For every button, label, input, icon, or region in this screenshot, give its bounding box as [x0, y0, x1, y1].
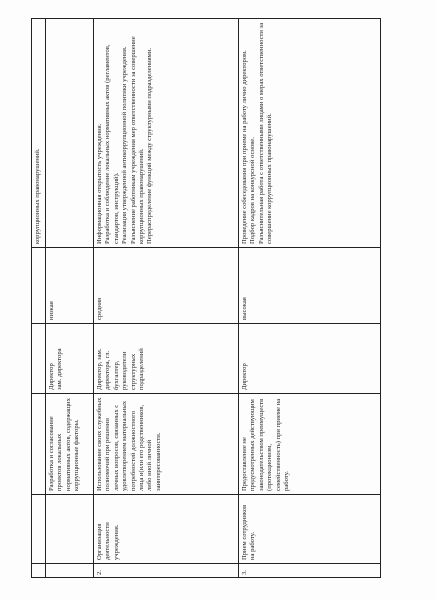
row-2-positions: Директор, зам. директора, гл. бухгалтер, руководители структурных подразделений [96, 348, 146, 390]
row-2-risk-level: средняя [96, 297, 103, 320]
table-grid [31, 18, 381, 578]
measure-item: Перераспределение функций между структурными подразделениями. [146, 47, 154, 244]
measure-item: Проведение собеседования при приеме на работу лично директором. [241, 50, 248, 244]
measure-item: Информационная открытость учреждения. [96, 123, 103, 244]
measures-continuation: коррупционных правонарушений. [34, 148, 41, 244]
table-border-right [31, 18, 381, 19]
row-3-risk-description: Предоставление не предусмотренных действующим законодательством преимуществ (протекционизм, семейственность) при приеме на работу. [241, 398, 291, 491]
column-divider [31, 494, 381, 495]
row-1-risk-description: Разработка и согласование проектов локальных нормативных актов, содержащих коррупционные факторы. [48, 398, 81, 491]
measure-item: Реализация утвержденной антикоррупционной политики учреждения. [121, 46, 129, 244]
row-3-activity: Прием сотрудников на работу. [241, 504, 257, 560]
column-divider [31, 323, 381, 324]
risk-table [31, 18, 381, 578]
measure-item: Разработка и соблюдение локальных нормативных актов (регламентов, стандартов, инструкций). [104, 44, 120, 244]
row-2-activity: Организация деятельности учреждения. [96, 522, 120, 560]
row-3-risk-level: высокая [241, 297, 248, 320]
row-1-positions: Директор зам. директора [48, 348, 64, 390]
row-2-number: 2. [96, 570, 103, 575]
row-1-risk-level: низкая [48, 301, 55, 320]
measure-item: Разъяснительная работа с ответственными лицами о мерах ответственности за совершение коррупционных правонарушений. [257, 22, 274, 244]
column-divider [31, 247, 381, 248]
row-2-risk-description: Использование своих служебных полномочий при решении личных вопросов, связанных с удовлетворением материальных потребностей должностного лица и(или его родственников, либо иной личной заинтересованности. [96, 397, 162, 491]
measure-item: Разъяснение работникам учреждения мер ответственности за совершение коррупционных правонарушений. [129, 36, 146, 244]
column-divider [31, 393, 381, 394]
row-2-measures [96, 22, 236, 244]
column-divider [31, 563, 381, 564]
row-3-number: 3. [241, 570, 248, 575]
table-border-left [31, 577, 381, 578]
row-3-positions: Директор [241, 363, 248, 390]
measure-item: Подбор кадров на конкурсной основе. [249, 137, 257, 244]
row-3-measures [241, 22, 377, 244]
